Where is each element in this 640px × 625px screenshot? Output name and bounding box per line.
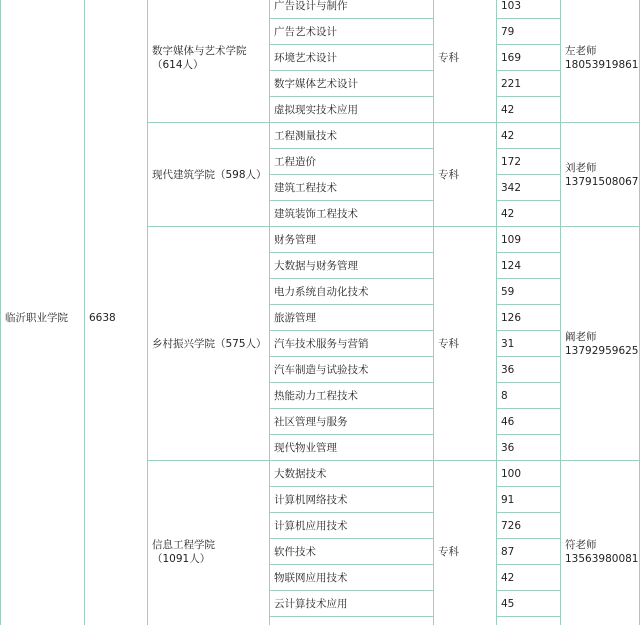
college-name-cell [148,461,270,625]
major-cell: 财务管理 [270,227,434,253]
major-cell: 软件技术 [270,539,434,565]
major-cell: 建筑工程技术 [270,175,434,201]
major-cell: 汽车制造与试验技术 [270,357,434,383]
school-name-cell: 临沂职业学院 [1,0,85,625]
major-cell: 大数据技术 [270,461,434,487]
major-cell: 旅游管理 [270,305,434,331]
plan-number-cell: 221 [497,71,561,97]
major-cell: 广告艺术设计 [270,19,434,45]
major-cell: 工程测量技术 [270,123,434,149]
plan-number-cell: 42 [497,123,561,149]
major-cell: 环境艺术设计 [270,45,434,71]
college-name-cell: 乡村振兴学院（575人） [148,227,270,461]
level-cell: 专科 [434,123,497,227]
major-cell: 工程造价 [270,149,434,175]
contact-phone: 18053919861 [565,58,639,71]
major-cell: 计算机应用技术 [270,513,434,539]
plan-number-cell: 79 [497,19,561,45]
major-cell: 计算机网络技术 [270,487,434,513]
plan-number-cell: 36 [497,435,561,461]
plan-number-cell: 8 [497,383,561,409]
contact-cell [561,123,640,227]
plan-number-cell: 100 [497,461,561,487]
contact-phone: 13792959625 [565,344,639,357]
college-count: （614人） [152,58,204,71]
major-cell: 云计算技术应用 [270,591,434,617]
college-count: （1091人） [152,552,211,565]
major-cell: 广告设计与制作 [270,0,434,19]
level-cell: 专科 [434,461,497,625]
major-cell [270,617,434,625]
major-cell: 大数据与财务管理 [270,253,434,279]
contact-name: 符老师 [565,538,597,551]
contact-cell [561,227,640,461]
major-cell: 汽车技术服务与营销 [270,331,434,357]
major-cell: 现代物业管理 [270,435,434,461]
plan-number-cell: 31 [497,331,561,357]
plan-number-cell: 42 [497,201,561,227]
contact-phone: 13563980081 [565,552,639,565]
plan-number-cell: 42 [497,97,561,123]
major-cell: 数字媒体艺术设计 [270,71,434,97]
level-cell: 专科 [434,0,497,123]
contact-phone: 13791508067 [565,175,639,188]
plan-number-cell: 124 [497,253,561,279]
plan-number-cell: 46 [497,409,561,435]
plan-number-cell: 169 [497,45,561,71]
college-name: 信息工程学院 [152,538,215,551]
level-cell: 专科 [434,227,497,461]
major-cell: 建筑装饰工程技术 [270,201,434,227]
contact-name: 刘老师 [565,161,597,174]
major-cell: 社区管理与服务 [270,409,434,435]
plan-number-cell: 42 [497,565,561,591]
major-cell: 物联网应用技术 [270,565,434,591]
plan-number-cell: 342 [497,175,561,201]
plan-number-cell: 103 [497,0,561,19]
plan-number-cell: 109 [497,227,561,253]
contact-name: 阚老师 [565,330,597,343]
plan-number-cell: 126 [497,305,561,331]
table-row [1,0,640,19]
plan-number-cell: 91 [497,487,561,513]
plan-number-cell [497,617,561,625]
contact-cell [561,0,640,123]
plan-number-cell: 726 [497,513,561,539]
plan-number-cell: 59 [497,279,561,305]
contact-cell [561,461,640,625]
school-total-cell: 6638 [85,0,148,625]
major-cell: 热能动力工程技术 [270,383,434,409]
contact-name: 左老师 [565,44,597,57]
college-name-cell: 现代建筑学院（598人） [148,123,270,227]
college-name-cell [148,0,270,123]
plan-number-cell: 87 [497,539,561,565]
plan-number-cell: 45 [497,591,561,617]
major-cell: 虚拟现实技术应用 [270,97,434,123]
major-cell: 电力系统自动化技术 [270,279,434,305]
plan-number-cell: 36 [497,357,561,383]
plan-number-cell: 172 [497,149,561,175]
college-name: 数字媒体与艺术学院 [152,44,247,57]
